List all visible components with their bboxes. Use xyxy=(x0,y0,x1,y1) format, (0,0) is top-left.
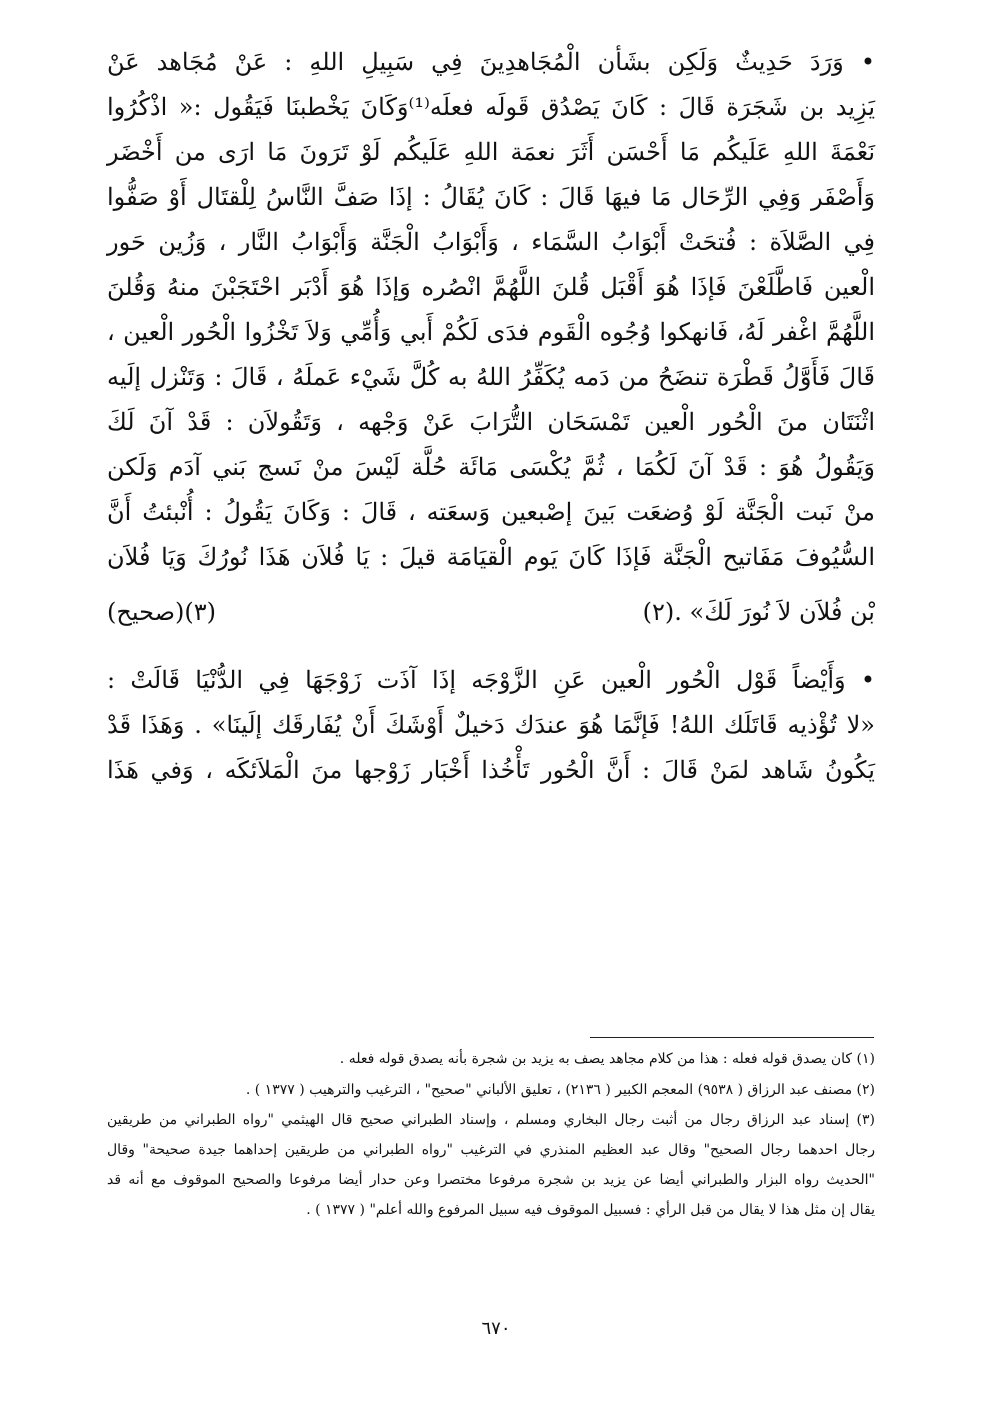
text-line-last: بْن فُلاَن لاَ نُورَ لَكَ» .(٢) xyxy=(642,598,875,626)
text-line: قَالَ فَأَوَّلُ قَطْرَة تنضَحُ من دَمه يُكَفِّرُ اللهُ به كُلَّ شَيْء عَملَهُ ، قَالَ : وَتَنْزل إلَيه xyxy=(107,363,875,391)
text-line: اللَّهُمَّ اغْفر لَهُ، فَانهكوا وُجُوه الْقَوم فدَى لَكُمْ أَبي وَأُمِّي وَلاَ تَخْزُوا الْحُور الْعين ، xyxy=(107,318,875,346)
page-number: ٦٧٠ xyxy=(481,1318,511,1339)
text-line: فِي الصَّلاَة : فُتحَتْ أَبْوَابُ السَّمَاء ، وَأَبْوَابُ الْجَنَّة وَأَبْوَابُ النَّار ، وَزُين حَور xyxy=(107,228,875,256)
footnote: (٢) مصنف عبد الرزاق ( ٩٥٣٨) المعجم الكبير ( ٢١٣٦) ، تعليق الألباني "صحيح" ، الترغيب والترهيب ( ١٣٧٧ ) . xyxy=(245,1082,875,1098)
text-line: وَيَقُولُ هُوَ : قَدْ آنَ لَكُمَا ، ثُمَّ يُكْسَى مَائَة حُلَّة لَيْسَ منْ نَسج بَني آدَم وَلَكن xyxy=(107,453,875,481)
text-line: • وَأَيْضاً قَوْل الْحُور الْعين عَنِ الزَّوْجَه إذَا آذَت زَوْجَهَا فِي الدُّنْيَا قَالَتْ : xyxy=(107,666,875,694)
text-line: وَأَصْفَر وَفِي الرِّحَال مَا فيهَا قَالَ : كَانَ يُقَالُ : إذَا صَفَّ النَّاسُ لِلْقتَال أَوْ صَفُّوا xyxy=(107,183,875,211)
text-line: منْ نَبت الْجَنَّة لَوْ وُضعَت بَينَ إصْبعين وَسعَته ، قَالَ : وَكَانَ يَقُولُ : أُنْبئتُ أَنَّ xyxy=(107,498,875,526)
text-line: الْعين فَاطَّلَعْنَ فَإذَا هُوَ أَقْبَل قُلنَ اللَّهُمَّ انْصُره وَإذَا هُوَ أَدْبَر احْتَجَبْنَ منهُ وَقُلنَ xyxy=(107,273,875,301)
footnote: رجال احدهما رجال الصحيح" وقال عبد العظيم المنذري في الترغيب "رواه الطبراني من طريقين إحداهما جيدة صحيحة" وقال xyxy=(107,1142,875,1158)
text-line: يَكُونُ شَاهد لمَنْ قَالَ : أَنَّ الْحُور تَأْخُذا أَخْبَار زَوْجها منَ الْمَلاَئكَه ، وَفي هَذَا xyxy=(107,756,875,784)
text-line: السُّيُوفَ مَفَاتيح الْجَنَّة فَإذَا كَانَ يَوم الْقيَامَة قيلَ : يَا فُلاَن هَذَا نُورُكَ وَيَا فُلاَن xyxy=(107,543,875,571)
text-line: «لا تُؤْذيه قَاتَلَك اللهُ! فَإنَّمَا هُوَ عندَك دَخيلٌ أَوْشَكَ أَنْ يُفَارقَك إلَينَا» . وَهَذَا قَدْ xyxy=(107,711,875,739)
text-line: يَزِيد بن شَجَرَة قَالَ : كَانَ يَصْدُق قَولَه فعلَه⁽¹⁾وَكَانَ يَخْطبنَا فَيَقُول :« اذْكُرُوا xyxy=(107,93,875,121)
footnote-separator xyxy=(590,1037,874,1038)
footnote: (٣) إسناد عبد الرزاق رجال من أثبت رجال البخاري ومسلم ، وإسناد الطبراني صحيح قال الهيثمي "رواه الطبراني من طريقين xyxy=(107,1112,875,1128)
text-line: نَعْمَةَ اللهِ عَلَيكُم مَا أَحْسَن أَثَرَ نعمَة اللهِ عَلَيكُم لَوْ تَرَونَ مَا ارَى من أَخْضَر xyxy=(107,138,875,166)
footnote: يقال إن مثل هذا لا يقال من قبل الرأي : فسبيل الموقوف فيه سبيل المرفوع والله أعلم" ( ١٣٧٧ ) . xyxy=(306,1202,875,1218)
footnote: (١) كان يصدق قوله فعله : هذا من كلام مجاهد يصف به يزيد بن شجرة بأنه يصدق قوله فعله . xyxy=(339,1051,875,1067)
text-line: اثْنَتَان منَ الْحُور الْعين تَمْسَحَان التُّرَابَ عَنْ وَجْهه ، وَتَقُولاَن : قَدْ آنَ لَكَ xyxy=(107,408,875,436)
footnote: "الحديث رواه البزار والطبراني أيضا عن يزيد بن شجرة مرفوعا مختصرا وعن حدار أيضا مرفوعا والصحيح الموقوف مع أنه قد xyxy=(107,1172,875,1188)
hadith-grade: (٣)(صحيح) xyxy=(107,598,216,626)
text-line: • وَرَدَ حَدِيثٌ وَلَكِن بشَأن الْمُجَاهدِينَ فِي سَبِيلِ اللهِ : عَنْ مُجَاهد عَنْ xyxy=(107,48,875,76)
